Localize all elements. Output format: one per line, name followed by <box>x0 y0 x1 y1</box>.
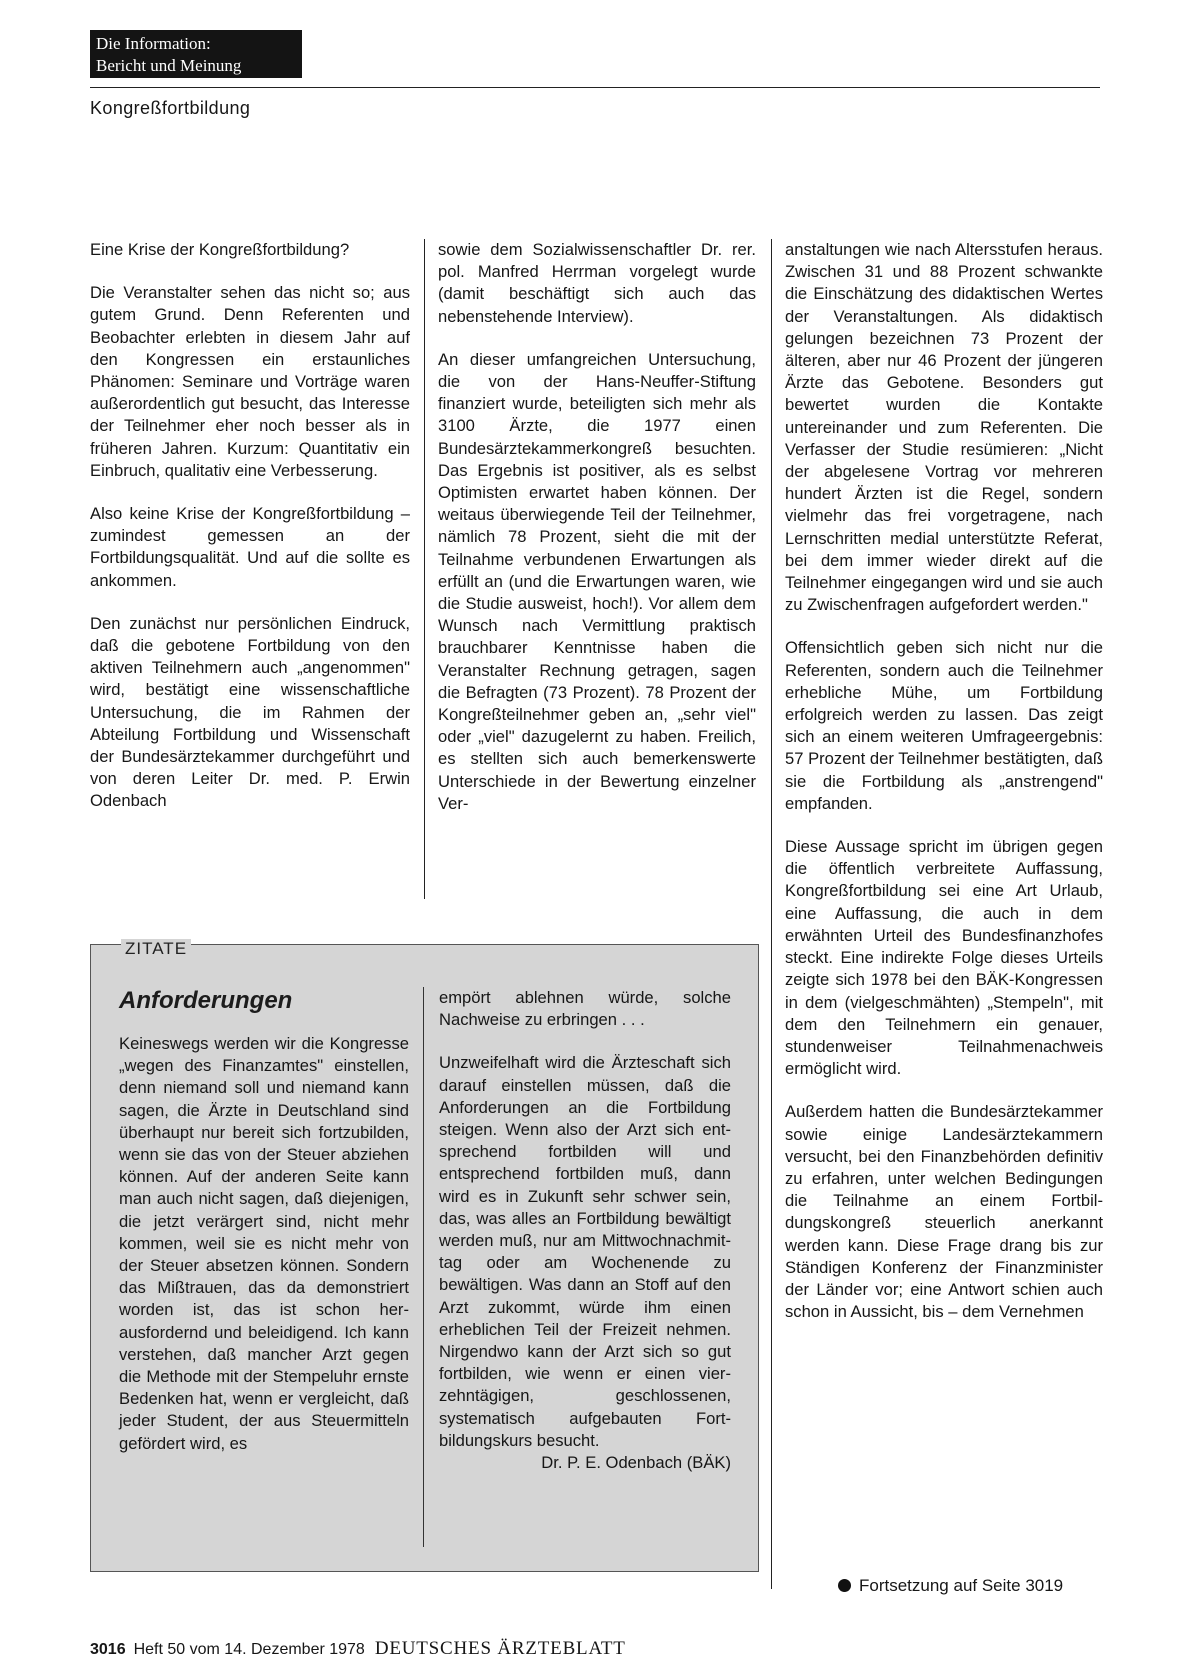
page-footer <box>90 1638 626 1660</box>
article-column-1 <box>90 239 410 834</box>
bullet-icon <box>838 1579 851 1592</box>
section-title: Kongreßfortbildung <box>90 98 251 118</box>
paragraph: Keineswegs werden wir die Kongresse „wegen des Finanzamtes" einstellen, denn niemand soll und niemand kann sagen, die Ärzte in Deutschland sind überhaupt nur bereit sich fortzubilden, wenn sie das von der Steuer abziehen können. Auf der anderen Seite kann man auch nicht sagen, daß diejenigen, die jetzt verärgert sind, nicht mehr kommen, weil sie es nicht mehr von der Steuer absetzen können. Sondern das Mißtrauen, das da demonstriert worden ist, das ist schon herausfordernd und beleidigend. Ich kann verstehen, daß mancher Arzt gegen die Methode mit der Stempeluhr ernste Bedenken hat, wenn er vergleicht, daß jeder Student, der aus Steuermitteln gefördert wird, es <box>119 1034 409 1453</box>
zitate-divider <box>423 987 424 1547</box>
paragraph: Diese Aussage spricht im übrigen gegen die öffentlich verbreitete Auffassung, Kongreßfortbildung sei eine Art Urlaub, eine Auffassung, die auch in dem erwähnten Urteil des Bundesfinanzhofes steckt. Eine indirekte Folge dieses Urteils zeigte sich 1978 bei den BÄK-Kongressen in dem (vielgeschmähten) „Stempeln", mit dem den Teilnehmern ein genauer, stundenweiser Teilnahmenachweis ermöglicht wird. <box>785 837 1103 1079</box>
paragraph: Unzweifelhaft wird die Ärzteschaft sich darauf einstellen müssen, daß die Anforderungen an die Fortbildung steigen. Wenn also der Arzt sich entsprechend fortbilden will und entsprechend fortbilden muß, dann wird es in Zukunft sehr schwer sein, das, was alles an Fortbildung bewältigt werden muß, nur am Mittwochnachmittag oder am Wochenende zu bewältigen. Was dann an Stoff auf den Arzt zukommt, würde ihm einen erheblichen Teil der Freizeit nehmen. Nirgendwo kann der Arzt sich so gut fortbilden, wie wenn er einen vierzehntägigen, geschlossenen, systematisch aufgebauten Fortbildungskurs besucht. <box>439 1053 731 1450</box>
paragraph: Den zunächst nur persönlichen Eindruck, daß die gebotene Fortbildung von den aktiven Teilnehmern auch „angenommen" wird, bestätigt eine wissenschaftliche Untersuchung, die im Rahmen der Abteilung Fortbildung und Wissenschaft der Bundesärztekammer durchgeführt und von deren Leiter Dr. med. P. Erwin Odenbach <box>90 613 410 811</box>
column-divider <box>771 239 772 1589</box>
paragraph: Also keine Krise der Kongreßfortbildung – zumindest gemessen an der Fortbildungsqualität. Und auf die sollte es ankommen. <box>90 504 410 590</box>
paragraph: Die Veranstalter sehen das nicht so; aus gutem Grund. Denn Referenten und Beobachter erlebten in diesem Jahr auf den Kongressen ein erstaunliches Phänomen: Seminare und Vorträge waren außerordentlich gut besucht, das Interesse der Teilnehmer eher noch besser als in früheren Jahren. Kurzum: Quantitativ ein Einbruch, qualitativ eine Verbesserung. <box>90 283 410 480</box>
zitate-column-2 <box>439 987 731 1495</box>
rubric-line-1: Die Information: <box>96 34 211 53</box>
issue-info: Heft 50 vom 14. Dezember 1978 <box>133 1641 365 1658</box>
paragraph: sowie dem Sozialwissenschaftler Dr. rer. pol. Manfred Herrman vorgelegt wurde (damit beschäftigt sich auch das nebenstehende Interview). <box>438 240 756 326</box>
paragraph: An dieser umfangreichen Untersuchung, die von der Hans-Neuffer-Stiftung finanziert wurde, beteiligten sich mehr als 3100 Ärzte, die 1977 einen Bundesärztekammerkongreß besuchten. Das Ergebnis ist positiver, als es selbst Optimisten erwartet haben können. Der weitaus überwiegende Teil der Teilnehmer, nämlich 78 Prozent, sieht die mit der Teilnahme verbundenen Erwartungen als erfüllt an (und die Erwartungen waren, wie die Studie ausweist, hoch!). Vor allem dem Wunsch nach Vermittlung praktisch brauchbarer Kenntnisse haben die Veranstalter Rechnung getragen, sagen die Befragten (73 Prozent). 78 Prozent der Kongreßteilnehmer geben an, „sehr viel" oder „viel" dazugelernt zu haben. Freilich, es stellten sich auch bemerkenswerte Unterschiede in der Bewertung einzelner Ver- <box>438 349 756 813</box>
header-rule <box>90 87 1100 88</box>
paragraph: Offensichtlich geben sich nicht nur die Referenten, sondern auch die Teilnehmer erhebliche Mühe, um Fortbildung erfolgreich werden zu lassen. Das zeigt sich an einem weiteren Umfrageergebnis: 57 Prozent der Teilnehmer bestätigten, daß sie die Fortbildung als „anstrengend" empfanden. <box>785 638 1103 813</box>
article-column-3 <box>785 239 1103 1323</box>
zitate-box <box>90 939 759 1572</box>
paragraph: Eine Krise der Kongreßfortbildung? <box>90 240 350 259</box>
paragraph: Außerdem hatten die Bundesärztekammer sowie einige Landesärztekammern versucht, bei den Finanzbehörden definitiv zu erfahren, unter welchen Bedingungen die Teilnahme an einem Fortbildungskongreß steuerlich anerkannt werden kann. Diese Frage drang bis zur Ständigen Konferenz der Finanzminister der Länder vor; eine Antwort schien auch schon in Aussicht, bis – dem Vernehmen <box>785 1102 1103 1322</box>
paragraph: anstaltungen wie nach Altersstufen heraus. Zwischen 31 und 88 Prozent schwankte die Einschätzung des didaktischen Wertes der Veranstaltungen. Als didaktisch gelungen bezeichnen 73 Prozent der älteren, aber nur 46 Prozent der jüngeren Ärzte das Gebotene. Besonders gut bewertet wurden die Kontakte untereinander und zum Referenten. Die Verfasser der Studie resümieren: „Nicht der abgelesene Vortrag vor mehreren hundert Ärzten ist die Regel, sondern vielmehr das frei vorgetragene, nach Lernschritten medial unterstützte Referat, bei dem immer wieder direkt auf die Teilnehmer eingegangen wird und sie auch zu Zwischenfragen aufgefordert werden." <box>785 240 1103 615</box>
zitate-label: ZITATE <box>121 939 191 959</box>
continuation-text: Fortsetzung auf Seite 3019 <box>859 1576 1064 1595</box>
paragraph: empört ablehnen würde, solche Nachweise zu erbringen . . . <box>439 988 731 1030</box>
rubric-label <box>90 30 302 78</box>
rubric-line-2: Bericht und Meinung <box>96 56 242 75</box>
continuation-note <box>838 1576 1063 1596</box>
zitate-title: Anforderungen <box>119 987 293 1014</box>
quote-signature: Dr. P. E. Odenbach (BÄK) <box>541 1453 731 1473</box>
zitate-column-1 <box>119 1033 409 1476</box>
article-column-2 <box>438 239 756 836</box>
column-divider <box>424 239 425 899</box>
page-number: 3016 <box>90 1641 126 1658</box>
journal-name: DEUTSCHES ÄRZTEBLATT <box>374 1638 626 1659</box>
